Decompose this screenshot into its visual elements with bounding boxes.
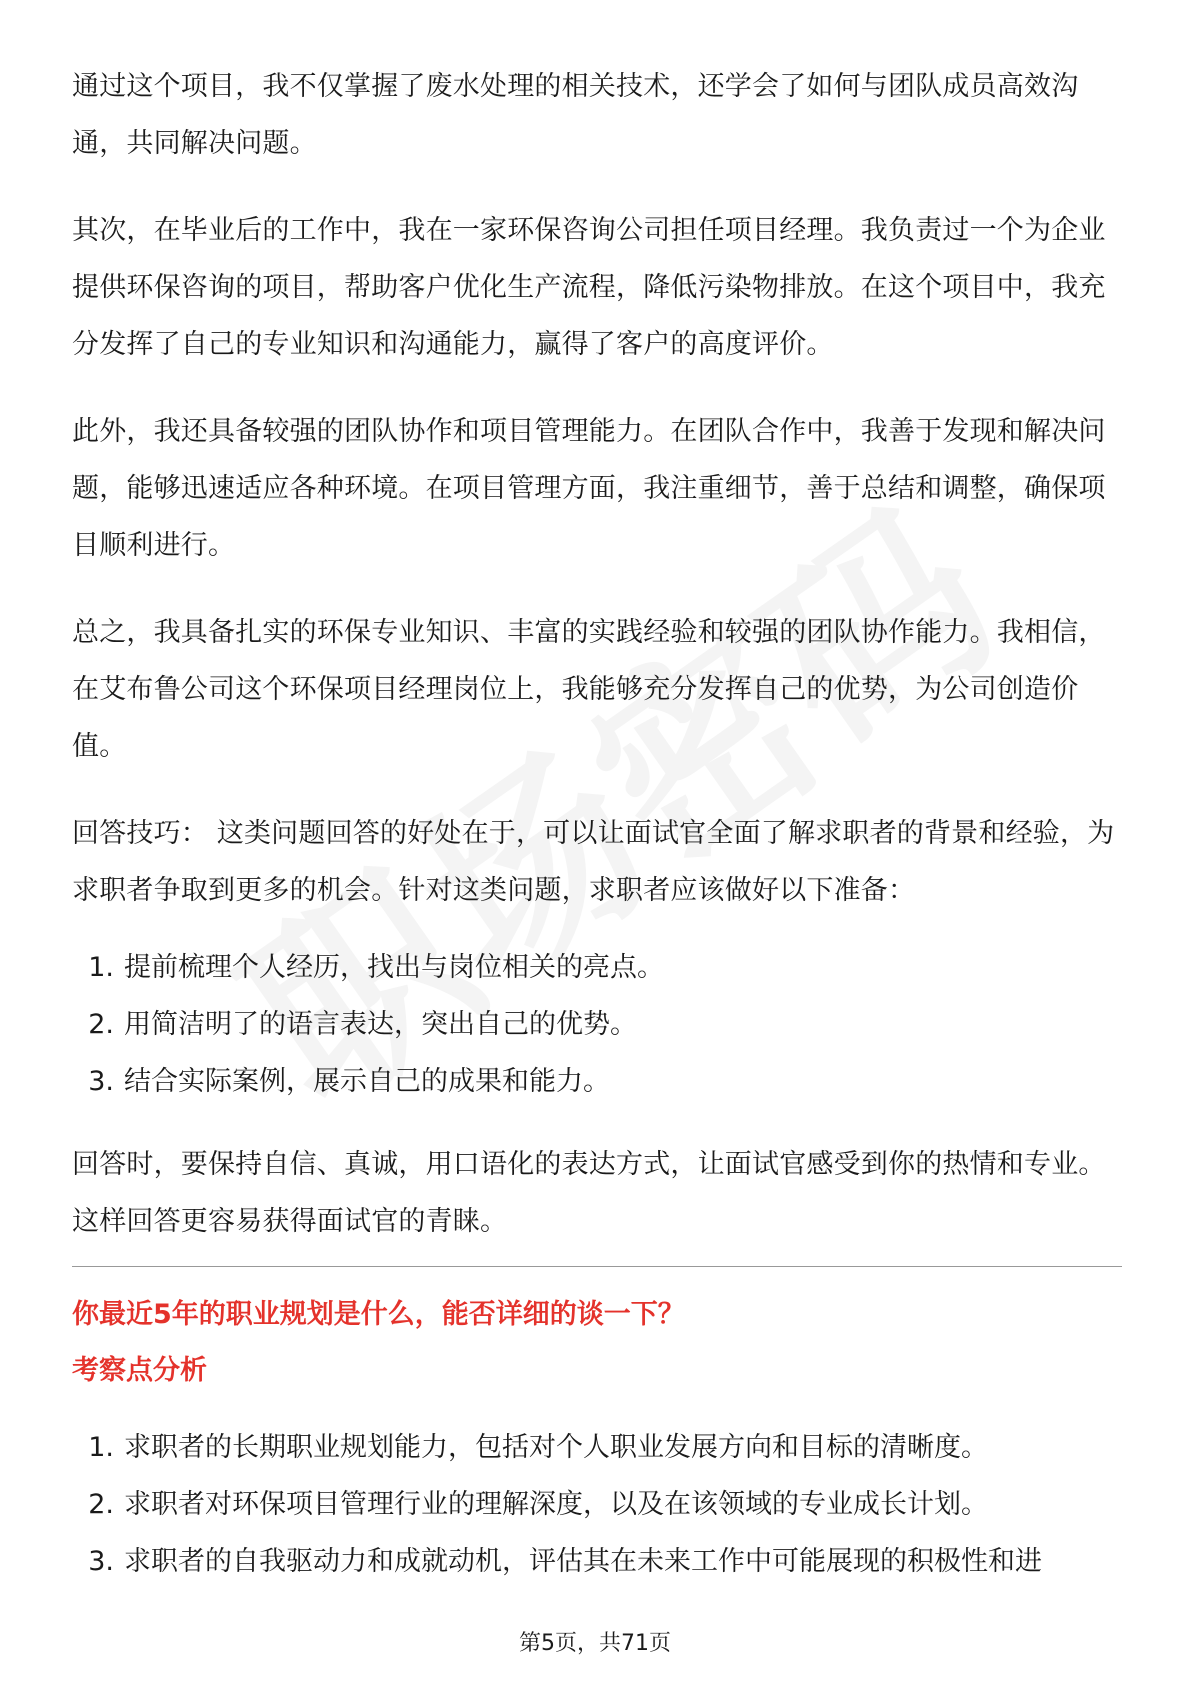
answer-tips-paragraph: 回答技巧： 这类问题回答的好处在于，可以让面试官全面了解求职者的背景和经验，为求职者争取到更多的机会。针对这类问题，求职者应该做好以下准备： <box>72 818 1115 906</box>
list-item <box>72 939 1122 996</box>
paragraph: 此外，我还具备较强的团队协作和项目管理能力。在团队合作中，我善于发现和解决问题，能够迅速适应各种环境。在项目管理方面，我注重细节，善于总结和调整，确保项目顺利进行。 <box>72 416 1106 561</box>
list-item <box>72 1476 1122 1533</box>
paragraph: 总之，我具备扎实的环保专业知识、丰富的实践经验和较强的团队协作能力。我相信，在艾布鲁公司这个环保项目经理岗位上，我能够充分发挥自己的优势，为公司创造价值。 <box>72 617 1106 762</box>
list-item <box>72 1053 1122 1110</box>
list-number: 2. <box>88 1009 114 1040</box>
list-text: 用简洁明了的语言表达，突出自己的优势。 <box>124 1009 637 1040</box>
list-text: 求职者对环保项目管理行业的理解深度，以及在该领域的专业成长计划。 <box>124 1489 988 1520</box>
list-number: 3. <box>88 1066 114 1097</box>
paragraph: 通过这个项目，我不仅掌握了废水处理的相关技术，还学会了如何与团队成员高效沟通，共同解决问题。 <box>72 71 1079 159</box>
closing-paragraph: 回答时，要保持自信、真诚，用口语化的表达方式，让面试官感受到你的热情和专业。这样回答更容易获得面试官的青睐。 <box>72 1149 1106 1237</box>
list-item <box>72 996 1122 1053</box>
page-footer: 第5页，共71页 <box>519 1631 671 1656</box>
question-heading: 你最近5年的职业规划是什么，能否详细的谈一下？ <box>72 1299 685 1330</box>
list-number: 2. <box>88 1489 114 1520</box>
analysis-list <box>72 1419 1122 1590</box>
section-divider <box>72 1266 1122 1267</box>
list-number: 3. <box>88 1546 114 1577</box>
tips-list <box>72 939 1122 1110</box>
list-item <box>72 1533 1122 1590</box>
list-number: 1. <box>88 952 114 983</box>
document-page <box>72 58 1122 1616</box>
paragraph: 其次，在毕业后的工作中，我在一家环保咨询公司担任项目经理。我负责过一个为企业提供环保咨询的项目，帮助客户优化生产流程，降低污染物排放。在这个项目中，我充分发挥了自己的专业知识和沟通能力，赢得了客户的高度评价。 <box>72 215 1106 360</box>
list-text: 结合实际案例，展示自己的成果和能力。 <box>124 1066 610 1097</box>
list-text: 求职者的自我驱动力和成就动机，评估其在未来工作中可能展现的积极性和进 <box>124 1546 1042 1577</box>
list-item <box>72 1419 1122 1476</box>
analysis-heading: 考察点分析 <box>72 1355 207 1386</box>
list-number: 1. <box>88 1432 114 1463</box>
list-text: 提前梳理个人经历，找出与岗位相关的亮点。 <box>124 952 664 983</box>
list-text: 求职者的长期职业规划能力，包括对个人职业发展方向和目标的清晰度。 <box>124 1432 988 1463</box>
